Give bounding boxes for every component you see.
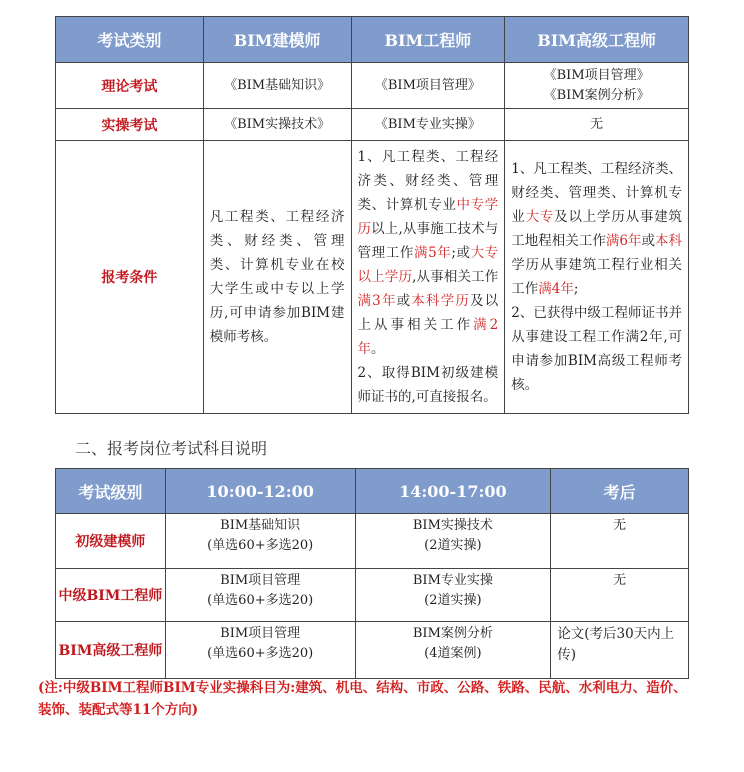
morning-subject: BIM项目管理 <box>220 626 301 641</box>
table-row <box>56 622 689 679</box>
header-after-exam: 考后 <box>551 469 689 514</box>
cond-sen-highlight-4: 满4年 <box>538 281 574 297</box>
afternoon-subject: BIM实操技术 <box>412 518 493 533</box>
table2-header-row <box>56 469 689 514</box>
cond-eng-text-8: 2、取得BIM初级建模师证书的,可直接报名。 <box>357 365 499 405</box>
cond-sen-text-5: ; <box>573 281 579 297</box>
theory-exam-row <box>56 63 689 109</box>
table1-header-row <box>56 17 689 63</box>
cond-sen-text-3: 或 <box>641 233 655 249</box>
conditions-senior <box>505 141 689 414</box>
header-afternoon-session: 14:00-17:00 <box>355 469 551 514</box>
header-exam-level: 考试级别 <box>56 469 166 514</box>
practice-modeler-subject: 《BIM实操技术》 <box>203 109 351 141</box>
afternoon-detail: (4道案例) <box>424 646 482 661</box>
morning-cell <box>165 514 355 569</box>
afternoon-cell <box>355 569 551 622</box>
level-label: 中级BIM工程师 <box>56 569 166 622</box>
section-title: 二、报考岗位考试科目说明 <box>75 439 268 458</box>
after-exam-cell: 无 <box>551 514 689 569</box>
header-bim-senior-engineer: BIM高级工程师 <box>505 17 689 63</box>
afternoon-detail: (2道实操) <box>424 593 482 608</box>
cond-eng-text-6: 及以上从事相关工作 <box>357 293 499 333</box>
afternoon-cell <box>355 514 551 569</box>
afternoon-subject: BIM案例分析 <box>412 626 493 641</box>
theory-senior-subjects <box>505 63 689 109</box>
header-bim-modeler: BIM建模师 <box>203 17 351 63</box>
exam-category-table <box>55 16 689 414</box>
theory-exam-label: 理论考试 <box>56 63 204 109</box>
morning-subject: BIM项目管理 <box>220 573 301 588</box>
theory-senior-subject-2: 《BIM案例分析》 <box>543 87 650 103</box>
table-row <box>56 514 689 569</box>
cond-eng-text-5: 或 <box>396 293 412 309</box>
morning-cell <box>165 569 355 622</box>
theory-modeler-subject: 《BIM基础知识》 <box>203 63 351 109</box>
afternoon-subject: BIM专业实操 <box>412 573 493 588</box>
level-label: BIM高级工程师 <box>56 622 166 679</box>
after-exam-cell: 无 <box>551 569 689 622</box>
theory-senior-subject-1: 《BIM项目管理》 <box>543 67 650 83</box>
practice-engineer-subject: 《BIM专业实操》 <box>351 109 505 141</box>
cond-sen-text-4: 学历从事建筑工程行业相关工作 <box>511 257 682 297</box>
header-bim-engineer: BIM工程师 <box>351 17 505 63</box>
conditions-label: 报考条件 <box>56 141 204 414</box>
morning-detail: (单选60+多选20) <box>207 538 314 553</box>
level-label: 初级建模师 <box>56 514 166 569</box>
cond-sen-highlight-1: 大专 <box>525 209 555 225</box>
cond-eng-highlight-1: 中专学历 <box>357 197 499 237</box>
cond-eng-text-3: ;或 <box>451 245 471 261</box>
cond-eng-text-2: 以上,从事施工技术与管理工作 <box>357 221 499 261</box>
morning-detail: (单选60+多选20) <box>207 646 314 661</box>
conditions-engineer <box>351 141 505 414</box>
practice-senior-subject: 无 <box>505 109 689 141</box>
table-row <box>56 569 689 622</box>
footnote: (注:中级BIM工程师BIM专业实操科目为:建筑、机电、结构、市政、公路、铁路、民航、水利电力、造价、装饰、装配式等11个方向) <box>38 680 687 718</box>
cond-sen-highlight-2: 满6年 <box>605 233 642 249</box>
cond-sen-highlight-3: 本科 <box>655 233 683 249</box>
practice-exam-label: 实操考试 <box>56 109 204 141</box>
cond-eng-highlight-2: 满5年 <box>413 245 452 261</box>
after-exam-cell: 论文(考后30天内上传) <box>551 622 689 679</box>
cond-eng-highlight-5: 本科学历 <box>411 293 471 309</box>
header-exam-category: 考试类别 <box>56 17 204 63</box>
morning-subject: BIM基础知识 <box>220 518 301 533</box>
afternoon-detail: (2道实操) <box>424 538 482 553</box>
practice-exam-row <box>56 109 689 141</box>
morning-detail: (单选60+多选20) <box>207 593 314 608</box>
cond-eng-highlight-6: 满2年 <box>357 317 499 357</box>
cond-eng-text-1: 1、凡工程类、工程经济类、财经类、管理类、计算机专业 <box>357 149 499 213</box>
cond-eng-highlight-4: 满3年 <box>357 293 397 309</box>
cond-eng-text-7: 。 <box>371 341 385 357</box>
cond-sen-text-1: 1、凡工程类、工程经济类、财经类、管理类、计算机专业 <box>511 161 682 225</box>
cond-eng-highlight-3: 大专以上学历 <box>357 245 499 285</box>
exam-schedule-table <box>55 468 689 679</box>
conditions-modeler: 凡工程类、工程经济类、财经类、管理类、计算机专业在校大学生或中专以上学历,可申请参加BIM建模师考核。 <box>203 141 351 414</box>
header-morning-session: 10:00-12:00 <box>165 469 355 514</box>
theory-engineer-subject: 《BIM项目管理》 <box>351 63 505 109</box>
afternoon-cell <box>355 622 551 679</box>
conditions-row <box>56 141 689 414</box>
cond-sen-text-2: 及以上学历从事建筑工地程相关工作 <box>511 209 683 249</box>
cond-eng-text-4: ,从事相关工作 <box>412 269 499 285</box>
morning-cell <box>165 622 355 679</box>
cond-sen-text-6: 2、已获得中级工程师证书并从事建设工程工作满2年,可申请参加BIM高级工程师考核。 <box>511 305 682 393</box>
